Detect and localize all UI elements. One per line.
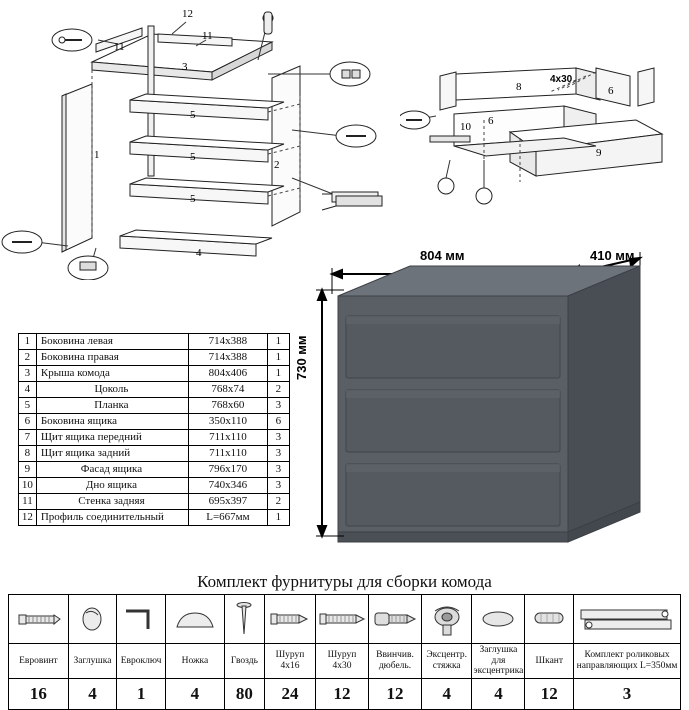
- part-name: Цоколь: [36, 382, 188, 398]
- part-qty: 3: [267, 478, 289, 494]
- kit-item-count: 3: [574, 678, 681, 709]
- kit-item-count: 16: [9, 678, 69, 709]
- part-name: Щит ящика задний: [36, 446, 188, 462]
- table-row: [19, 350, 290, 366]
- part-qty: 6: [267, 414, 289, 430]
- table-row: [19, 414, 290, 430]
- parts-table: [18, 333, 290, 526]
- callout-11a: 11: [114, 41, 125, 53]
- height-dim-label: 730 мм: [294, 335, 309, 380]
- callout-4: 4: [196, 247, 202, 259]
- cap-icon: [68, 595, 116, 644]
- callout-6a: 6: [488, 115, 494, 127]
- table-row: [19, 398, 290, 414]
- kit-item-count: 12: [525, 678, 574, 709]
- dowel-screw-icon: [368, 595, 421, 644]
- part-size: 740х346: [189, 478, 268, 494]
- part-number: 9: [19, 462, 37, 478]
- part-size: L=667мм: [189, 510, 268, 526]
- part-qty: 1: [267, 334, 289, 350]
- part-size: 796х170: [189, 462, 268, 478]
- kit-item-count: 12: [368, 678, 421, 709]
- part-name: Дно ящика: [36, 478, 188, 494]
- callout-6b: 6: [608, 85, 614, 97]
- part-qty: 2: [267, 494, 289, 510]
- part-name: Боковина левая: [36, 334, 188, 350]
- slide-rail-icon: [574, 595, 681, 644]
- part-size: 714х388: [189, 334, 268, 350]
- part-number: 6: [19, 414, 37, 430]
- depth-dim-label: 410 мм: [590, 248, 635, 263]
- callout-9: 9: [596, 147, 602, 159]
- nail-icon: [224, 595, 264, 644]
- part-qty: 3: [267, 430, 289, 446]
- table-row: [19, 446, 290, 462]
- kit-item-name: Эксцентр. стяжка: [421, 644, 472, 679]
- kit-title: Комплект фурнитуры для сборки комода: [197, 572, 492, 591]
- callout-5a: 5: [190, 109, 196, 121]
- part-qty: 3: [267, 398, 289, 414]
- kit-item-count: 4: [68, 678, 116, 709]
- eurobolt-icon: [9, 595, 69, 644]
- part-name: Фасад ящика: [36, 462, 188, 478]
- part-number: 2: [19, 350, 37, 366]
- kit-item-count: 4: [472, 678, 525, 709]
- part-number: 8: [19, 446, 37, 462]
- callout-3: 3: [182, 61, 188, 73]
- drawer-detail-diagram: [400, 10, 689, 210]
- part-name: Планка: [36, 398, 188, 414]
- table-row: [19, 478, 290, 494]
- kit-item-name: Шкант: [525, 644, 574, 679]
- table-row: [19, 366, 290, 382]
- part-qty: 1: [267, 366, 289, 382]
- kit-item-count: 4: [421, 678, 472, 709]
- part-qty: 2: [267, 382, 289, 398]
- part-qty: 3: [267, 462, 289, 478]
- callout-12: 12: [182, 8, 193, 20]
- part-number: 11: [19, 494, 37, 510]
- part-size: 695х397: [189, 494, 268, 510]
- kit-item-count: 24: [264, 678, 315, 709]
- part-number: 4: [19, 382, 37, 398]
- part-size: 711х110: [189, 430, 268, 446]
- foot-icon: [165, 595, 224, 644]
- callout-5c: 5: [190, 193, 196, 205]
- part-size: 768х60: [189, 398, 268, 414]
- table-row: [19, 462, 290, 478]
- part-name: Профиль соединительный: [36, 510, 188, 526]
- kit-item-name: Комплект роликовых направляющих L=350мм: [574, 644, 681, 679]
- part-name: Щит ящика передний: [36, 430, 188, 446]
- part-qty: 3: [267, 446, 289, 462]
- part-size: 350х110: [189, 414, 268, 430]
- kit-item-name: Заглушка для эксцентрика: [473, 645, 524, 676]
- kit-item-name: Ввинчив. дюбель.: [368, 644, 421, 679]
- part-number: 10: [19, 478, 37, 494]
- width-dim-label: 804 мм: [420, 248, 465, 263]
- kit-item-name: Евроключ: [117, 644, 166, 679]
- exploded-assembly-diagram: [0, 0, 400, 280]
- part-size: 711х110: [189, 446, 268, 462]
- part-number: 7: [19, 430, 37, 446]
- cam-cap-icon: [472, 595, 525, 644]
- table-row: [19, 334, 290, 350]
- screw-4x16-icon: [264, 595, 315, 644]
- kit-item-name: Заглушка: [68, 644, 116, 679]
- kit-item-count: 1: [117, 678, 166, 709]
- callout-2: 2: [274, 159, 280, 171]
- part-number: 1: [19, 334, 37, 350]
- screw-4x30-icon: [315, 595, 368, 644]
- part-number: 3: [19, 366, 37, 382]
- part-name: Стенка задняя: [36, 494, 188, 510]
- part-size: 768х74: [189, 382, 268, 398]
- callout-1: 1: [94, 149, 100, 161]
- callout-10: 10: [460, 121, 471, 133]
- part-name: Боковина правая: [36, 350, 188, 366]
- kit-item-name: Шуруп 4х30: [315, 644, 368, 679]
- kit-item-name: Евровинт: [9, 644, 69, 679]
- callout-8: 8: [516, 81, 522, 93]
- table-row: [19, 494, 290, 510]
- part-qty: 1: [267, 510, 289, 526]
- cabinet-render: [294, 240, 680, 560]
- callout-11b: 11: [202, 30, 213, 42]
- table-row: [19, 510, 290, 526]
- part-number: 5: [19, 398, 37, 414]
- eurokey-icon: [117, 595, 166, 644]
- kit-item-count: 80: [224, 678, 264, 709]
- table-row: [19, 382, 290, 398]
- callout-4x30: 4х30: [550, 74, 573, 85]
- hardware-kit-table: [8, 594, 681, 710]
- part-name: Крыша комода: [36, 366, 188, 382]
- part-size: 714х388: [189, 350, 268, 366]
- cam-lock-icon: [421, 595, 472, 644]
- table-row: [19, 430, 290, 446]
- part-qty: 1: [267, 350, 289, 366]
- kit-item-count: 4: [165, 678, 224, 709]
- callout-5b: 5: [190, 151, 196, 163]
- part-name: Боковина ящика: [36, 414, 188, 430]
- kit-item-name: Шуруп 4х16: [264, 644, 315, 679]
- kit-item-name: Гвоздь: [224, 644, 264, 679]
- part-number: 12: [19, 510, 37, 526]
- kit-item-name: Ножка: [165, 644, 224, 679]
- kit-item-count: 12: [315, 678, 368, 709]
- shkant-icon: [525, 595, 574, 644]
- part-size: 804х406: [189, 366, 268, 382]
